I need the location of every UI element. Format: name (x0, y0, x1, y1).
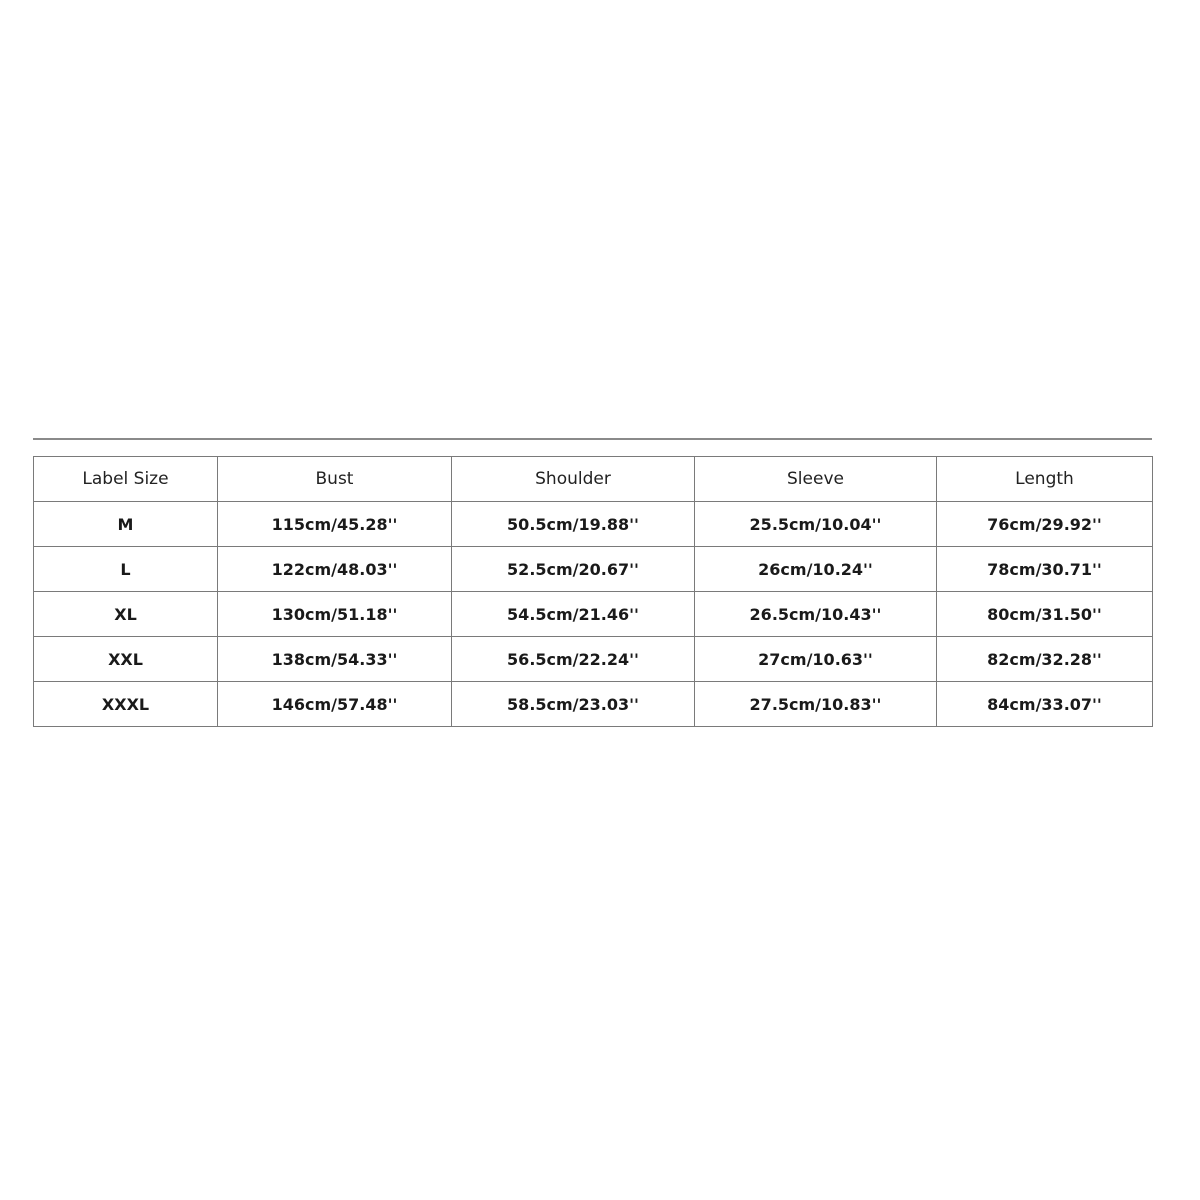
cell-bust: 115cm/45.28'' (218, 502, 452, 547)
cell-size: L (34, 547, 218, 592)
cell-bust: 122cm/48.03'' (218, 547, 452, 592)
cell-shoulder: 54.5cm/21.46'' (452, 592, 695, 637)
cell-shoulder: 58.5cm/23.03'' (452, 682, 695, 727)
header-row (34, 457, 1153, 502)
table-row (34, 682, 1153, 727)
cell-shoulder: 56.5cm/22.24'' (452, 637, 695, 682)
header-length: Length (937, 457, 1153, 502)
header-shoulder: Shoulder (452, 457, 695, 502)
cell-length: 84cm/33.07'' (937, 682, 1153, 727)
size-chart-table (33, 456, 1153, 727)
cell-length: 76cm/29.92'' (937, 502, 1153, 547)
cell-length: 82cm/32.28'' (937, 637, 1153, 682)
cell-sleeve: 27cm/10.63'' (695, 637, 937, 682)
cell-length: 78cm/30.71'' (937, 547, 1153, 592)
cell-sleeve: 26.5cm/10.43'' (695, 592, 937, 637)
cell-sleeve: 27.5cm/10.83'' (695, 682, 937, 727)
header-label-size: Label Size (34, 457, 218, 502)
table-row (34, 592, 1153, 637)
cell-sleeve: 25.5cm/10.04'' (695, 502, 937, 547)
top-divider (33, 438, 1152, 440)
cell-size: XL (34, 592, 218, 637)
cell-size: XXL (34, 637, 218, 682)
table-row (34, 547, 1153, 592)
cell-shoulder: 52.5cm/20.67'' (452, 547, 695, 592)
cell-bust: 138cm/54.33'' (218, 637, 452, 682)
header-bust: Bust (218, 457, 452, 502)
cell-size: M (34, 502, 218, 547)
table-row (34, 637, 1153, 682)
header-sleeve: Sleeve (695, 457, 937, 502)
table-row (34, 502, 1153, 547)
cell-length: 80cm/31.50'' (937, 592, 1153, 637)
cell-shoulder: 50.5cm/19.88'' (452, 502, 695, 547)
cell-sleeve: 26cm/10.24'' (695, 547, 937, 592)
cell-bust: 146cm/57.48'' (218, 682, 452, 727)
cell-size: XXXL (34, 682, 218, 727)
cell-bust: 130cm/51.18'' (218, 592, 452, 637)
